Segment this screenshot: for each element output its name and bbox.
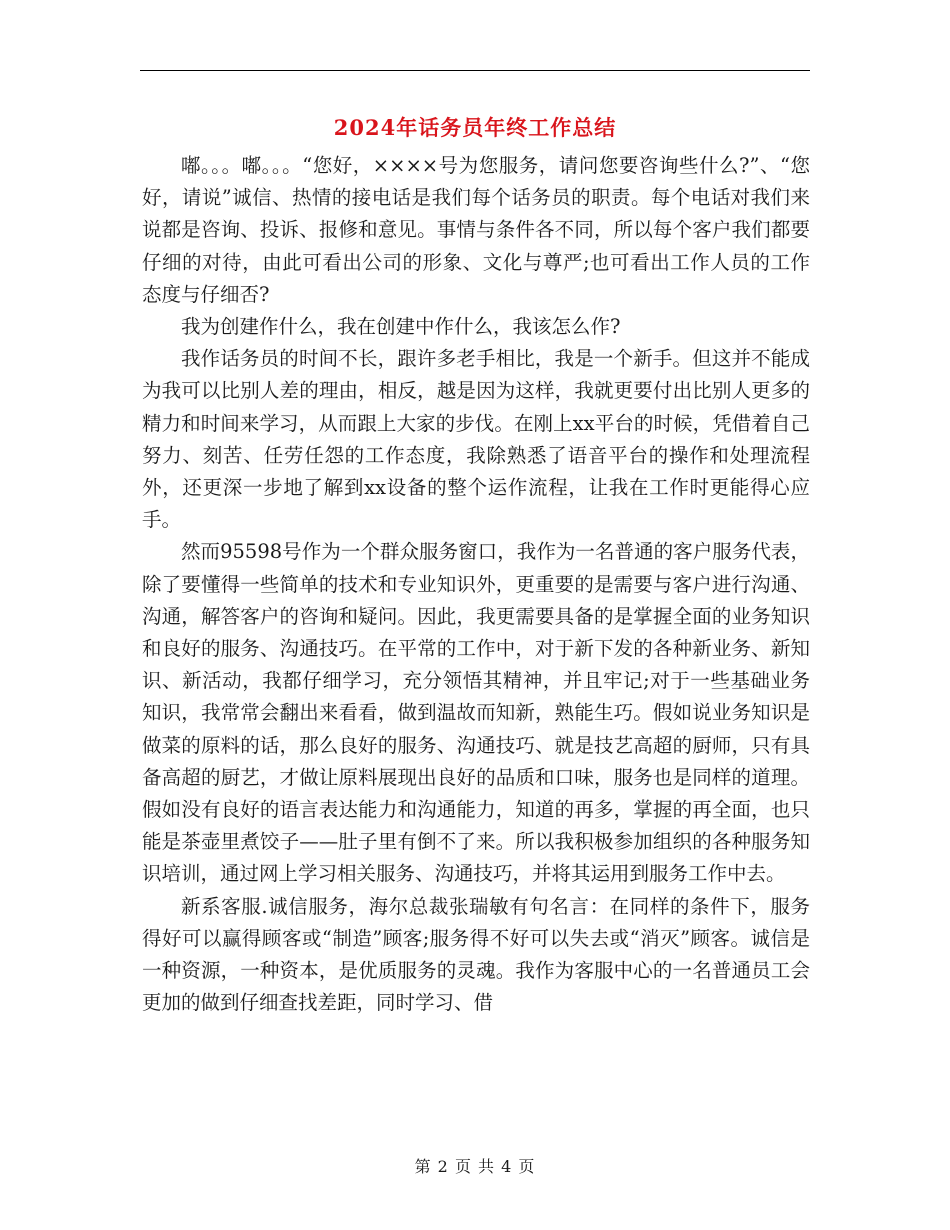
document-body: [142, 150, 810, 1019]
paragraph-5: 新系客服.诚信服务，海尔总裁张瑞敏有句名言：在同样的条件下，服务得好可以赢得顾客或“制造”顾客;服务得不好可以失去或“消灭”顾客。诚信是一种资源，一种资本，是优质服务的灵魂。我作为客服中心的一名普通员工会更加的做到仔细查找差距，同时学习、借: [142, 894, 810, 1015]
document-title: 2024年话务员年终工作总结: [333, 115, 617, 140]
paragraph-1: 嘟。。。嘟。。。“您好，××××号为您服务，请问您要咨询些什么?”、“您好，请说”诚信、热情的接电话是我们每个话务员的职责。每个电话对我们来说都是咨询、投诉、报修和意见。事情与条件各不同，所以每个客户我们都要仔细的对待，由此可看出公司的形象、文化与尊严;也可看出工作人员的工作态度与仔细否?: [142, 154, 810, 306]
page-number-footer: 第 2 页 共 4 页: [414, 1157, 536, 1176]
paragraph-2: 我为创建作什么，我在创建中作什么，我该怎么作?: [181, 315, 621, 339]
paragraph-4: 然而95598号作为一个群众服务窗口，我作为一名普通的客户服务代表，除了要懂得一些简单的技术和专业知识外，更重要的是需要与客户进行沟通、沟通，解答客户的咨询和疑问。因此，我更需要具备的是掌握全面的业务知识和良好的服务、沟通技巧。在平常的工作中，对于新下发的各种新业务、新知识、新活动，我都仔细学习，充分领悟其精神，并且牢记;对于一些基础业务知识，我常常会翻出来看看，做到温故而知新，熟能生巧。假如说业务知识是做菜的原料的话，那么良好的服务、沟通技巧、就是技艺高超的厨师，只有具备高超的厨艺，才做让原料展现出良好的品质和口味，服务也是同样的道理。假如没有良好的语言表达能力和沟通能力，知道的再多，掌握的再全面，也只能是茶壶里煮饺子——肚子里有倒不了来。所以我积极参加组织的各种服务知识培训，通过网上学习相关服务、沟通技巧，并将其运用到服务工作中去。: [142, 540, 810, 886]
header-rule: [140, 70, 810, 71]
paragraph-3: 我作话务员的时间不长，跟许多老手相比，我是一个新手。但这并不能成为我可以比别人差的理由，相反，越是因为这样，我就更要付出比别人更多的精力和时间来学习，从而跟上大家的步伐。在刚上xx平台的时候，凭借着自己努力、刻苦、任劳任怨的工作态度，我除熟悉了语音平台的操作和处理流程外，还更深一步地了解到xx设备的整个运作流程，让我在工作时更能得心应手。: [142, 347, 810, 532]
